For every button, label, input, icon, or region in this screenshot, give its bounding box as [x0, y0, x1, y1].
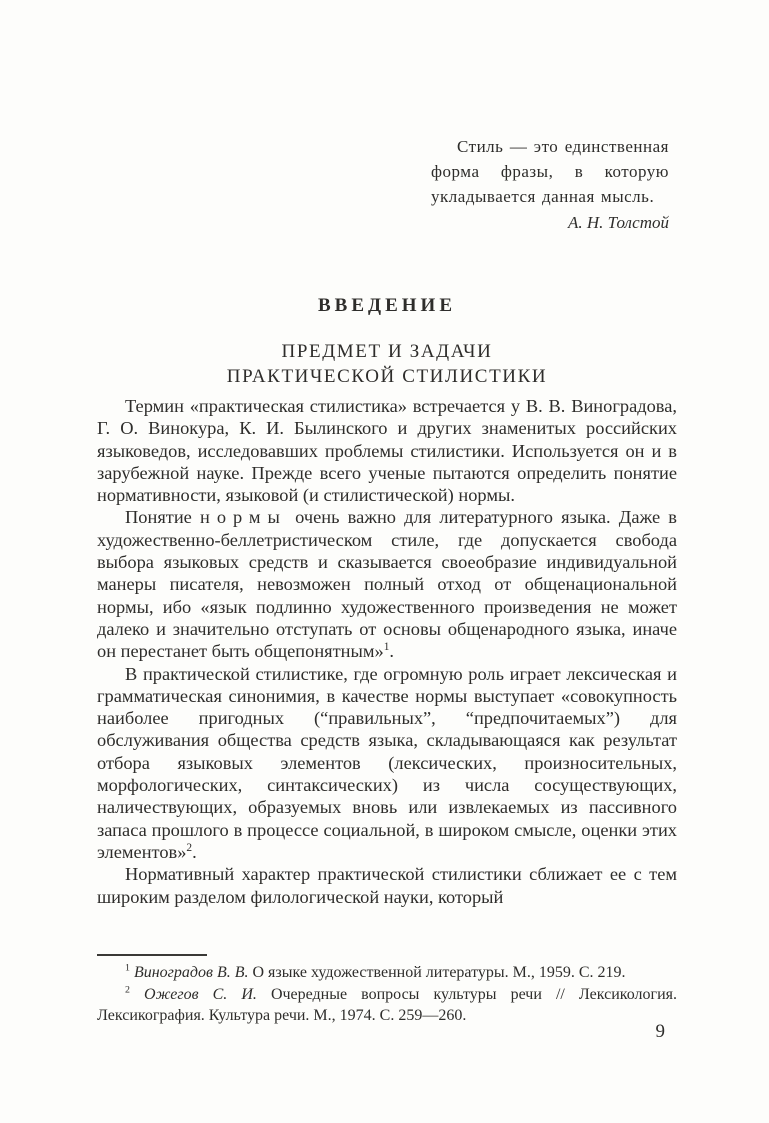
epigraph	[431, 134, 669, 235]
body-text	[97, 395, 677, 908]
epigraph-author: А. Н. Толстой	[567, 213, 669, 232]
footnote-divider	[97, 954, 207, 956]
footnote: $^1$ Виноградов В. В. О языке художественной литературы. М., 1959. С. 219.	[125, 962, 626, 981]
section-heading	[97, 339, 677, 389]
paragraph: Термин «практическая стилистика» встречается у В. В. Виноградова, Г. О. Винокура, К. И. Былинского и других знаменитых российских языковедов, исследовавших проблемы стилистики. Используется он и в зарубежной науке. Прежде всего ученые пытаются определить понятие нормативности, языковой (и стилистической) нормы.	[97, 396, 677, 506]
epigraph-text: Стиль — это единственная форма фразы, в которую укладывается данная мысль.	[431, 137, 669, 206]
paragraph: В практической стилистике, где огромную роль играет лексическая и грамматическая синонимия, в качестве нормы выступает «совокупность наиболее пригодных (“правильных”, “предпочитаемых”) для обслуживания общества средств языка, складывающаяся как результат отбора языковых элементов (лексических, произносительных, морфологических, синтаксических) из числа сосуществующих, наличествующих, образуемых вновь или извлекаемых из пассивного запаса прошлого в процессе социальной, в широком смысле, оценки этих элементов»$^2$.	[97, 663, 677, 862]
chapter-heading: ВВЕДЕНИЕ	[318, 295, 456, 316]
section-heading-line2: ПРАКТИЧЕСКОЙ СТИЛИСТИКИ	[226, 366, 548, 387]
paragraph: Понятие нормы очень важно для литературного языка. Даже в художественно-беллетристическом стиле, где допускается свобода выбора языковых средств и сказывается своеобразие индивидуальной манеры писателя, невозможен полный отход от общенациональной нормы, ибо «язык подлинно художественного произведения не может далеко и значительно отступать от основы общенародного языка, иначе он перестанет быть общепонятным»$^1$.	[97, 507, 677, 662]
page-number: 9	[655, 1021, 665, 1042]
footnote: $^2$ Ожегов С. И. Очередные вопросы культуры речи // Лексикология. Лексикография. Культура речи. М., 1974. С. 259—260.	[97, 984, 678, 1024]
paragraph: Нормативный характер практической стилистики сближает ее с тем широким разделом филологической науки, который	[97, 864, 677, 907]
section-heading-line1: ПРЕДМЕТ И ЗАДАЧИ	[281, 341, 493, 362]
footnotes	[97, 962, 677, 1027]
